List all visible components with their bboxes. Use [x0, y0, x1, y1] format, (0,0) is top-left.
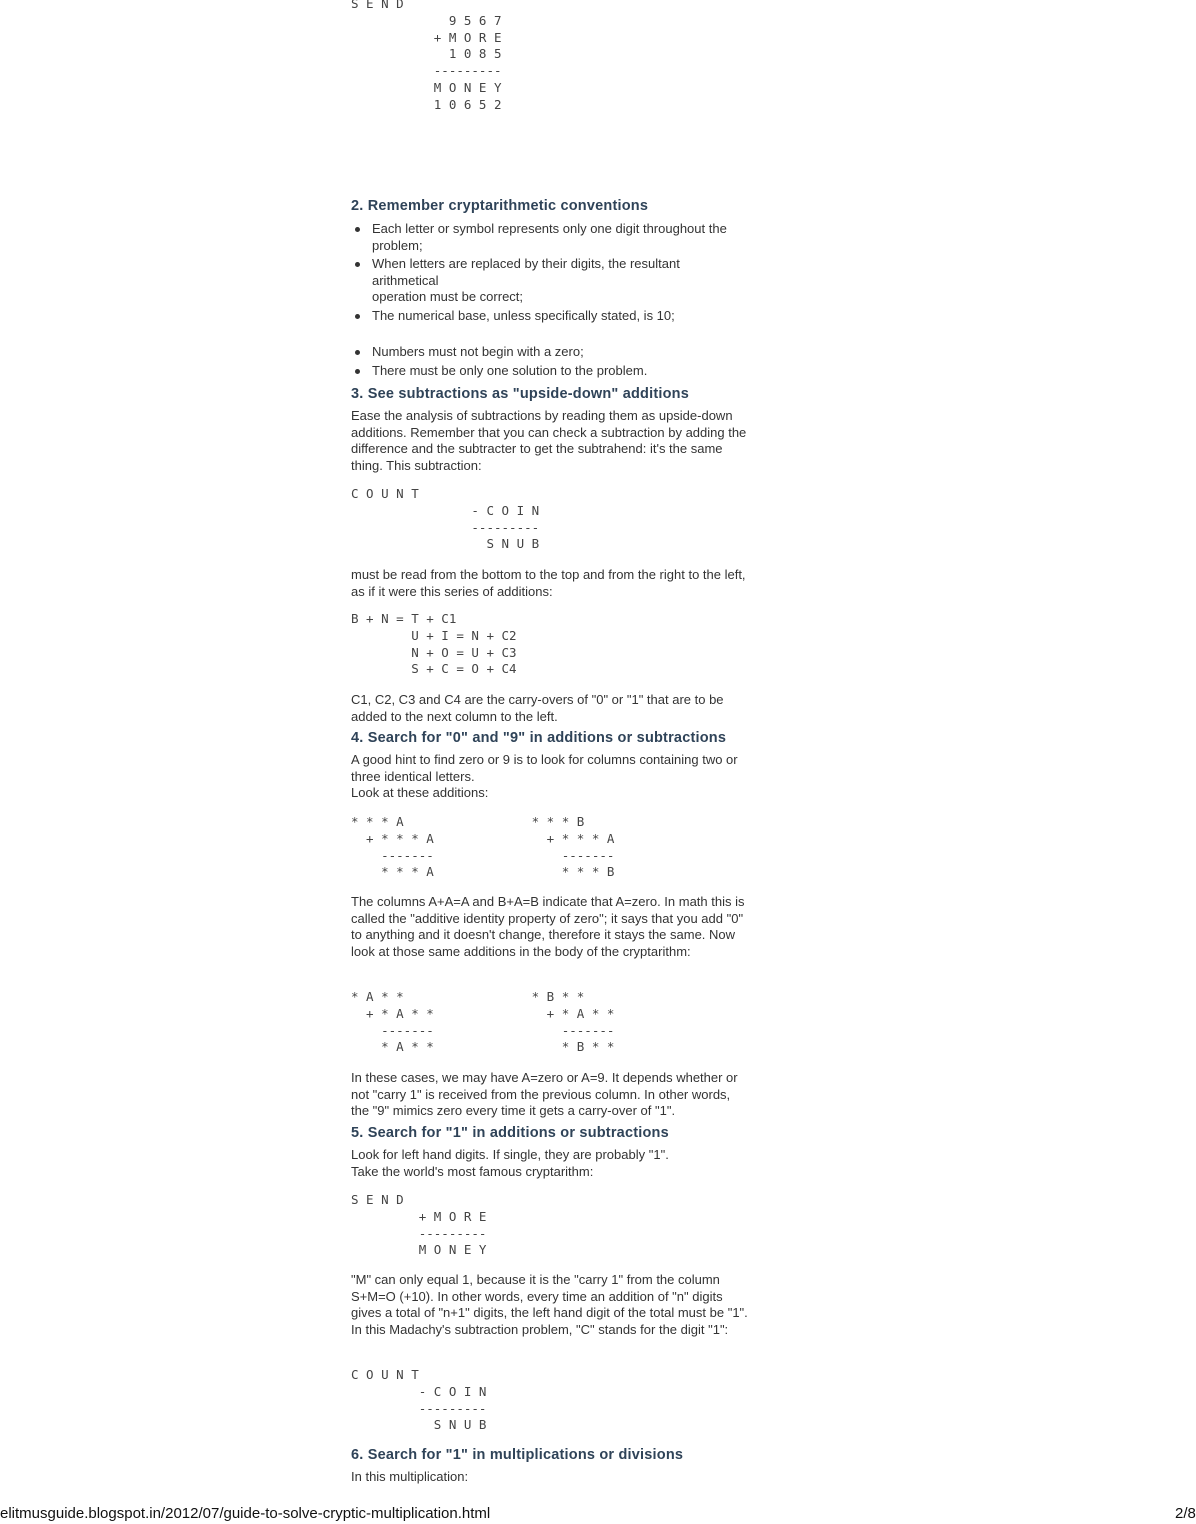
bullet-icon	[355, 227, 360, 232]
section-4-paragraph-2: The columns A+A=A and B+A=B indicate that A=zero. In math this is called the "additive identity property of zero"; it says that you add "0" to anything and it doesn't change, therefore it stays the same. Now look at those same additions in the body of the cryptarithm:	[351, 894, 745, 959]
page-url-footer: elitmusguide.blogspot.in/2012/07/guide-to-solve-cryptic-multiplication.html	[0, 1505, 491, 1522]
conventions-list	[351, 221, 751, 325]
section-6-heading: 6. Search for "1" in multiplications or divisions	[351, 1447, 684, 1463]
section-6-paragraph-1: In this multiplication:	[351, 1469, 469, 1484]
zero-columns-code: * * * A * * * B + * * * A + * * * A ------- ------- * * * A * * * B	[351, 814, 615, 880]
section-3-paragraph-2: must be read from the bottom to the top and from the right to the left, as if it were this series of additions:	[351, 567, 746, 599]
section-3-paragraph-1: Ease the analysis of subtractions by reading them as upside-down additions. Remember that you can check a subtraction by adding the difference and the subtracter to get the subtrahend: it's the same thing. This subtraction:	[351, 408, 747, 473]
section-5-paragraph-1: Look for left hand digits. If single, they are probably "1". Take the world's most famous cryptarithm:	[351, 1147, 669, 1179]
section-5-heading: 5. Search for "1" in additions or subtractions	[351, 1125, 669, 1141]
madachy-subtraction-code: C O U N T - C O I N --------- S N U B	[351, 1367, 487, 1433]
section-3-paragraph-3: C1, C2, C3 and C4 are the carry-overs of "0" or "1" that are to be added to the next column to the left.	[351, 692, 724, 724]
bullet-icon	[355, 262, 360, 267]
bullet-icon	[355, 314, 360, 319]
section-4-heading: 4. Search for "0" and "9" in additions or subtractions	[351, 730, 727, 746]
bullet-icon	[355, 350, 360, 355]
zero-or-nine-columns-code: * A * * * B * * + * A * * + * A * * ------- ------- * A * * * B * *	[351, 989, 615, 1055]
additions-series-code: B + N = T + C1 U + I = N + C2 N + O = U + C3 S + C = O + C4	[351, 611, 517, 677]
count-coin-subtraction-code: C O U N T - C O I N --------- S N U B	[351, 486, 540, 552]
list-item: The numerical base, unless specifically stated, is 10;	[351, 308, 751, 325]
bullet-icon	[355, 369, 360, 374]
send-more-money-code: S E N D + M O R E --------- M O N E Y	[351, 1192, 487, 1258]
conventions-list-continued	[351, 344, 751, 379]
list-item: There must be only one solution to the problem.	[351, 363, 751, 380]
list-item: Numbers must not begin with a zero;	[351, 344, 751, 361]
section-3-heading: 3. See subtractions as "upside-down" additions	[351, 386, 689, 402]
list-item: Each letter or symbol represents only one digit throughout the problem;	[351, 221, 751, 254]
section-4-paragraph-3: In these cases, we may have A=zero or A=9. It depends whether or not "carry 1" is received from the previous column. In other words, the "9" mimics zero every time it gets a carry-over of "1".	[351, 1070, 738, 1119]
section-5-paragraph-2: "M" can only equal 1, because it is the "carry 1" from the column S+M=O (+10). In other words, every time an addition of "n" digits gives a total of "n+1" digits, the left hand digit of the total must be "1". In this Madachy's subtraction problem, "C" stands for the digit "1":	[351, 1272, 748, 1337]
list-item: When letters are replaced by their digits, the resultant arithmetical operation must be correct;	[351, 256, 751, 306]
section-4-paragraph-1: A good hint to find zero or 9 is to look for columns containing two or three identical letters. Look at these additions:	[351, 752, 738, 801]
send-more-money-digits-code: S E N D 9 5 6 7 + M O R E 1 0 8 5 --------- M O N E Y 1 0 6 5 2	[351, 0, 502, 112]
section-2-heading: 2. Remember cryptarithmetic conventions	[351, 198, 649, 214]
page-number-footer: 2/8	[1175, 1505, 1196, 1522]
